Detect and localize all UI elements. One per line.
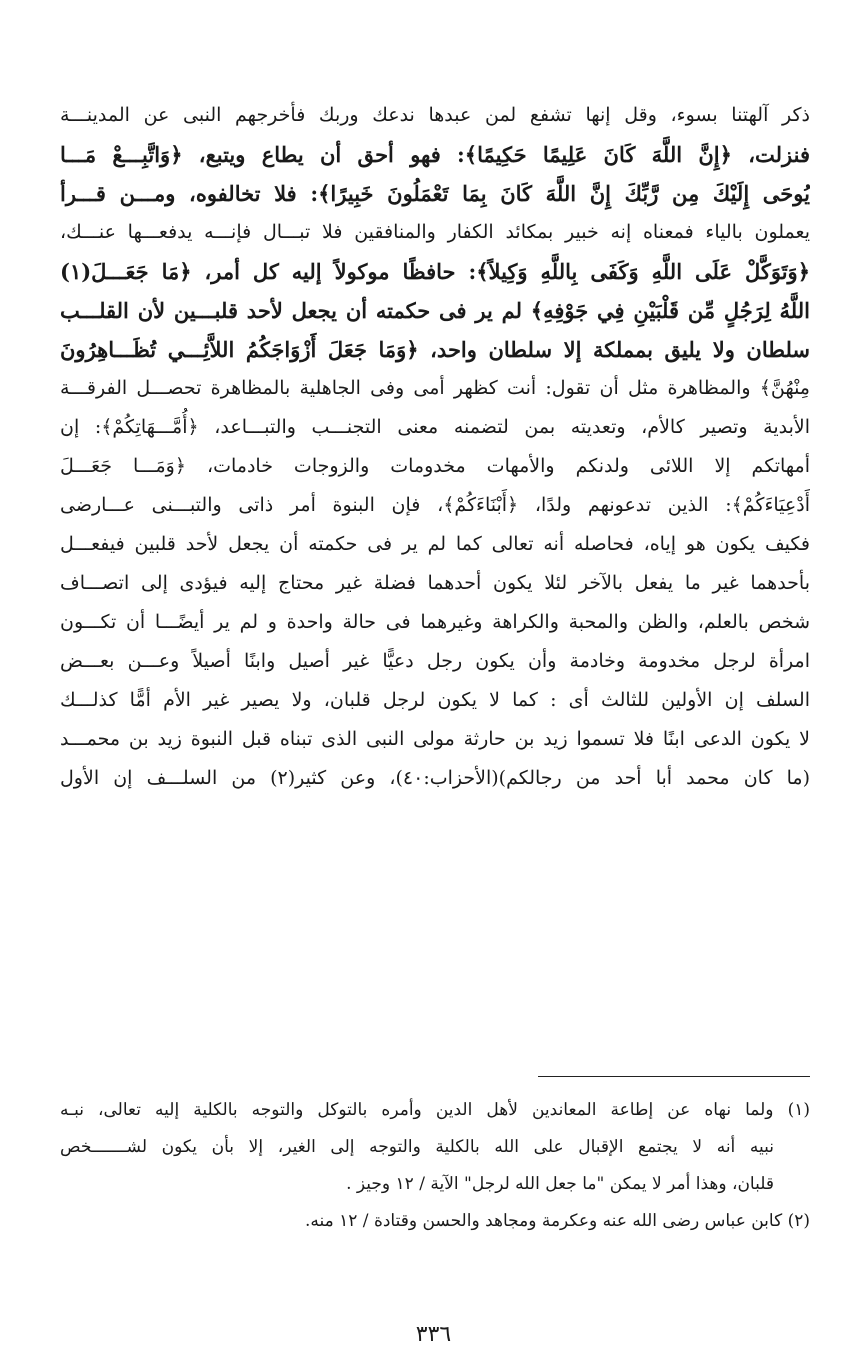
text-line: (ما كان محمد أبا أحد من رجالكم)(الأحزاب:٤٠)، وعن كثير(٢) من السلـــف إن الأول bbox=[60, 767, 810, 789]
text-line: بأحدهما غير ما يفعل بالآخر لئلا يكون أحدهما فضلة غير محتاج إليه فيؤدى إلى اتصـــاف bbox=[60, 572, 810, 594]
text-line: يُوحَى إِلَيْكَ مِن رَّبِّكَ إِنَّ اللَّهَ كَانَ بِمَا تَعْمَلُونَ خَبِيرًا﴾: فلا تخالفوه، ومـــن قـــرأ bbox=[60, 181, 810, 206]
footnote-2 bbox=[60, 1203, 810, 1240]
text-line: امرأة لرجل مخدومة وخادمة وأن يكون رجل دعيًّا غير أصيل وابنًا أصيلاً وعـــن بعـــض bbox=[60, 650, 810, 672]
text-line: لا يكون الدعى ابنًا فلا تسموا زيد بن حارثة مولى النبى الذى تبناه قبل النبوة زيد بن محمـــد bbox=[60, 728, 810, 750]
text-line: اللَّهُ لِرَجُلٍ مِّن قَلْبَيْنِ فِي جَوْفِهِ﴾ لم ير فى حكمته أن يجعل لأحد قلبـــين لأن القلـــب bbox=[60, 298, 810, 323]
text-line: فكيف يكون هو إياه، فحاصله أنه تعالى كما لم ير فى حكمته أن يجعل لأحد قلبين فيفعـــل bbox=[60, 533, 810, 555]
text-line: يعملون بالياء فمعناه إنه خبير بمكائد الكفار والمنافقين فلا تبـــال فإنـــه يدفعـــها عنـــك، bbox=[60, 221, 810, 243]
body-paragraph bbox=[60, 96, 810, 798]
main-text-block bbox=[60, 96, 810, 798]
text-line: سلطان ولا يليق بمملكة إلا سلطان واحد، ﴿وَمَا جَعَلَ أَزْوَاجَكُمُ اللاَّئِـــي تُظَـــاهِرُونَ bbox=[60, 337, 810, 362]
text-line: الأبدية وتصير كالأم، وتعديته بمن لتضمنه معنى التجنـــب والتبـــاعد، ﴿أُمَّـــهَاتِكُمْ﴾: إن bbox=[60, 416, 810, 438]
text-line: شخص بالعلم، والظن والمحبة والكراهة وغيرهما فى حالة واحدة و لم ير أيضًـــا أن تكـــون bbox=[60, 611, 810, 633]
footnotes-block bbox=[60, 1092, 810, 1240]
footnote-separator bbox=[538, 1076, 810, 1077]
text-line: السلف إن الأولين للثالث أى : كما لا يكون لرجل قلبان، ولا يصير غير الأم أمًّا كذلـــك bbox=[60, 689, 810, 711]
text-line: ذكر آلهتنا بسوء، وقل إنها تشفع لمن عبدها ندعك وربك فأخرجهم النبى عن المدينـــة bbox=[60, 104, 810, 126]
footnote-line: (٢) كابن عباس رضى الله عنه وعكرمة ومجاهد والحسن وقتادة / ١٢ منه. bbox=[304, 1211, 810, 1231]
footnote-line: قلبان، وهذا أمر لا يمكن "ما جعل الله لرجل" الآية / ١٢ وجيز . bbox=[346, 1174, 774, 1194]
text-line: أمهاتكم إلا اللائى ولدنكم والأمهات مخدومات والزوجات خادمات، ﴿وَمَـــا جَعَـــلَ bbox=[60, 455, 810, 477]
text-line: أَدْعِيَاءَكُمْ﴾: الذين تدعونهم ولدًا، ﴿أَبْنَاءَكُمْ﴾، فإن البنوة أمر ذاتى والتبـــنى عـــارضى bbox=[60, 494, 810, 516]
text-line: فنزلت، ﴿إِنَّ اللَّهَ كَانَ عَلِيمًا حَكِيمًا﴾: فهو أحق أن يطاع ويتبع، ﴿وَاتَّبِـــعْ مَـــا bbox=[60, 142, 810, 167]
footnote-line: (١) ولما نهاه عن إطاعة المعاندين لأهل الدين وأمره بالتوكل والتوجه بالكلية إليه تعالى، نبـه bbox=[60, 1100, 810, 1120]
page-number: ٣٣٦ bbox=[415, 1322, 452, 1347]
footnote-1 bbox=[60, 1092, 810, 1203]
footnote-line: نبيه أنه لا يجتمع الإقبال على الله بالكلية والتوجه إلى الغير، إلا بأن يكون لشـــــــخص bbox=[60, 1137, 774, 1157]
text-line: ﴿وَتَوَكَّلْ عَلَى اللَّهِ وَكَفَى بِاللَّهِ وَكِيلاً﴾: حافظًا موكولاً إليه كل أمر، ﴿مَا جَعَـــلَ(١) bbox=[60, 259, 810, 284]
text-line: مِنْهُنَّ﴾ والمظاهرة مثل أن تقول: أنت كظهر أمى وفى الجاهلية بالمظاهرة تحصـــل الفرقـــة bbox=[60, 377, 810, 399]
